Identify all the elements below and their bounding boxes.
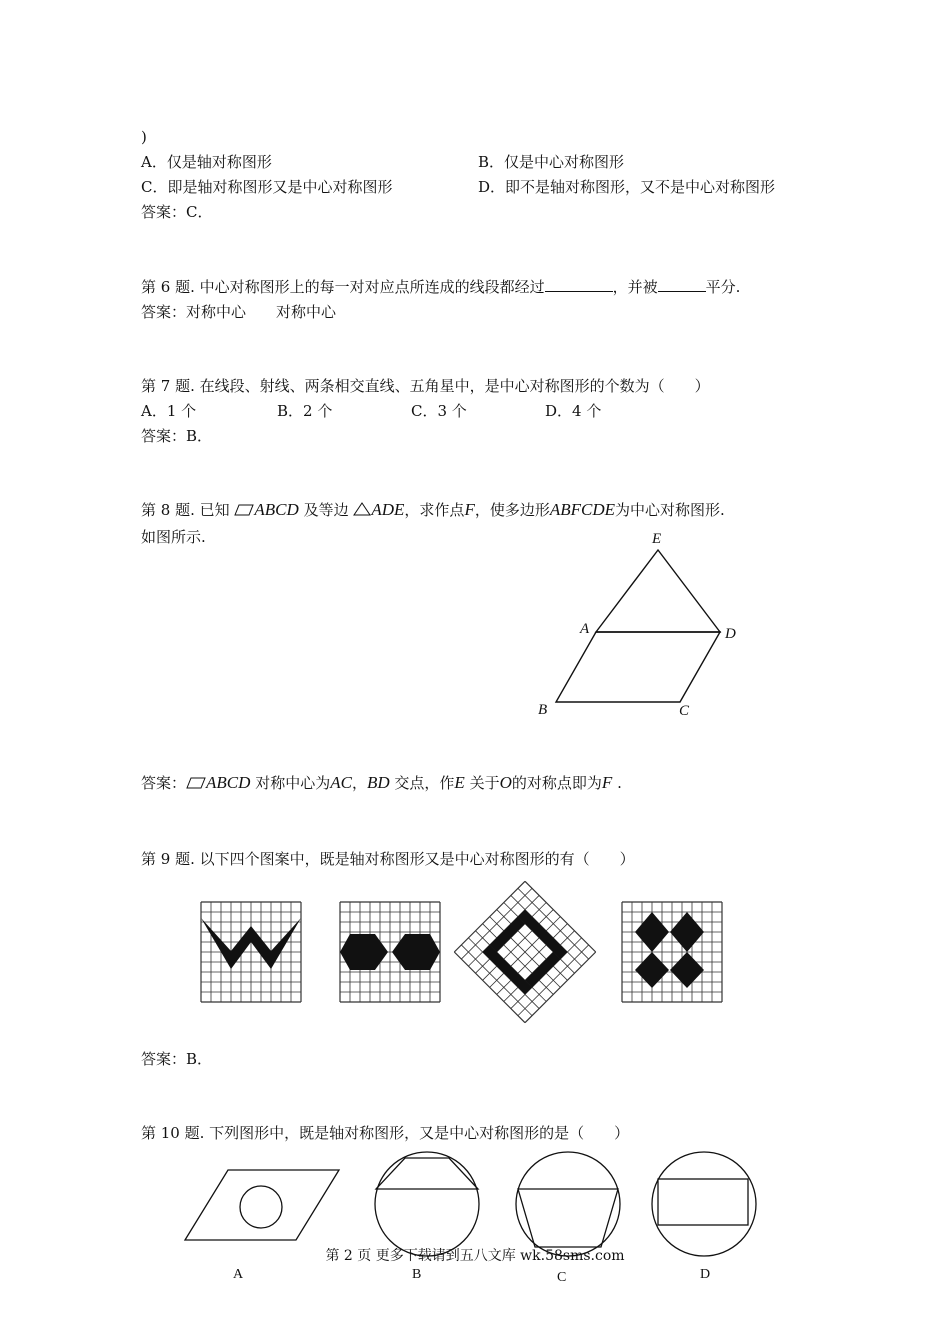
trapezoid bbox=[518, 1189, 618, 1247]
q8-math-abfcde: ABFCDE bbox=[549, 500, 615, 519]
circle bbox=[652, 1152, 756, 1256]
q8-math-abcd: ABCD bbox=[254, 500, 299, 519]
q10-figure-d bbox=[649, 1149, 759, 1259]
q9-pattern-b bbox=[340, 902, 440, 1002]
q6-prefix: 第 6 题. 中心对称图形上的每一对对应点所连成的线段都经过 bbox=[141, 278, 545, 296]
parallelogram-symbol-icon bbox=[234, 504, 254, 516]
q8-text-1: 第 8 题. 已知 bbox=[141, 501, 230, 519]
q10-figure-b bbox=[372, 1149, 482, 1259]
q9-question: 第 9 题. 以下四个图案中，既是轴对称图形又是中心对称图形的有（ ） bbox=[141, 850, 635, 868]
q10-question: 第 10 题. 下列图形中，既是轴对称图形，又是中心对称图形的是（ ） bbox=[141, 1124, 630, 1142]
q6-answer: 答案：对称中心 对称中心 bbox=[141, 303, 337, 321]
circle bbox=[516, 1152, 620, 1256]
label-d: D bbox=[725, 626, 736, 642]
q7-option-a: A．1 个 bbox=[141, 402, 197, 420]
diamond-2 bbox=[670, 912, 704, 952]
q10-caption-d: D bbox=[700, 1267, 711, 1282]
q8-answer bbox=[141, 773, 622, 793]
parallelogram-abcd bbox=[556, 632, 720, 702]
q8-figure-parallelogram-triangle bbox=[530, 528, 750, 723]
circle bbox=[240, 1186, 282, 1228]
q6-blank-2 bbox=[658, 277, 706, 292]
q8-answer-text-2: 对称中心为 bbox=[255, 774, 331, 792]
q8-answer-math-o: O bbox=[499, 773, 512, 792]
q8-question bbox=[141, 500, 725, 520]
q6-suffix: 平分. bbox=[705, 278, 741, 296]
q8-text-2: 及等边 bbox=[303, 501, 349, 519]
q9-pattern-d bbox=[622, 902, 722, 1002]
q9-pattern-c bbox=[455, 882, 595, 1022]
q10-figure-c bbox=[513, 1149, 623, 1259]
q8-answer-text-3: ， bbox=[351, 774, 367, 792]
rectangle bbox=[658, 1179, 748, 1225]
q8-text-5: 为中心对称图形. bbox=[615, 501, 725, 519]
hexagon-right bbox=[392, 934, 440, 970]
q8-math-ade: ADE bbox=[371, 500, 405, 519]
q8-line-2: 如图所示. bbox=[141, 528, 206, 546]
q10-figure-a bbox=[184, 1168, 340, 1242]
parallelogram bbox=[185, 1170, 339, 1240]
q8-answer-math-bd: BD bbox=[366, 773, 390, 792]
diamond-1 bbox=[635, 912, 669, 952]
q8-answer-text-4: 交点，作 bbox=[394, 774, 455, 792]
q9-answer: 答案：B． bbox=[141, 1050, 213, 1068]
q8-answer-math-f: F bbox=[601, 773, 613, 792]
q8-text-3: ，求作点 bbox=[404, 501, 465, 519]
q7-option-b: B．2 个 bbox=[277, 402, 333, 420]
circle bbox=[375, 1152, 479, 1256]
q5-option-a: A．仅是轴对称图形 bbox=[141, 153, 272, 171]
page-footer: 第 2 页 更多下载请到五八文库 wk.58sms.com bbox=[325, 1248, 625, 1264]
grid-lines bbox=[201, 902, 301, 1002]
q8-math-f: F bbox=[464, 500, 475, 519]
q7-question: 第 7 题. 在线段、射线、两条相交直线、五角星中，是中心对称图形的个数为（ ） bbox=[141, 377, 710, 395]
q5-tail: ) bbox=[141, 128, 147, 146]
q7-option-d: D．4 个 bbox=[545, 402, 602, 420]
q8-answer-text-6: 的对称点即为 bbox=[511, 774, 602, 792]
q8-answer-text-7: . bbox=[617, 774, 622, 792]
q8-text-4: ，使多边形 bbox=[474, 501, 550, 519]
q8-answer-math-ac: AC bbox=[330, 773, 352, 792]
diamond-3 bbox=[635, 952, 669, 988]
q10-caption-b: B bbox=[412, 1267, 422, 1282]
triangle-ade bbox=[596, 550, 720, 632]
q5-answer: 答案：C． bbox=[141, 203, 213, 221]
q10-caption-a: A bbox=[233, 1267, 244, 1282]
q8-answer-text-1: 答案： bbox=[141, 774, 187, 792]
grid-lines bbox=[622, 902, 722, 1002]
label-b: B bbox=[538, 702, 548, 718]
q5-option-c: C．即是轴对称图形又是中心对称图形 bbox=[141, 178, 393, 196]
q5-option-d: D．即不是轴对称图形，又不是中心对称图形 bbox=[478, 178, 776, 196]
label-a: A bbox=[580, 621, 590, 637]
trapezoid bbox=[376, 1158, 478, 1189]
q6-blank-1 bbox=[545, 277, 613, 292]
q5-option-b: B．仅是中心对称图形 bbox=[478, 153, 625, 171]
label-c: C bbox=[679, 703, 690, 719]
triangle-symbol-icon bbox=[353, 502, 371, 516]
q6-question bbox=[141, 277, 740, 297]
q8-answer-text-5: 关于 bbox=[469, 774, 500, 792]
label-e: E bbox=[652, 531, 662, 547]
q9-pattern-a bbox=[201, 902, 301, 1002]
q8-answer-math-abcd: ABCD bbox=[206, 773, 251, 792]
q8-answer-math-e: E bbox=[454, 773, 465, 792]
diamond-4 bbox=[670, 952, 704, 988]
grid-lines bbox=[454, 881, 595, 1022]
hexagon-left bbox=[340, 934, 388, 970]
q6-mid: ，并被 bbox=[612, 278, 658, 296]
q7-option-c: C．3 个 bbox=[411, 402, 467, 420]
q10-caption-c: C bbox=[557, 1270, 567, 1285]
parallelogram-symbol-icon bbox=[186, 777, 206, 789]
q7-answer: 答案：B． bbox=[141, 427, 213, 445]
